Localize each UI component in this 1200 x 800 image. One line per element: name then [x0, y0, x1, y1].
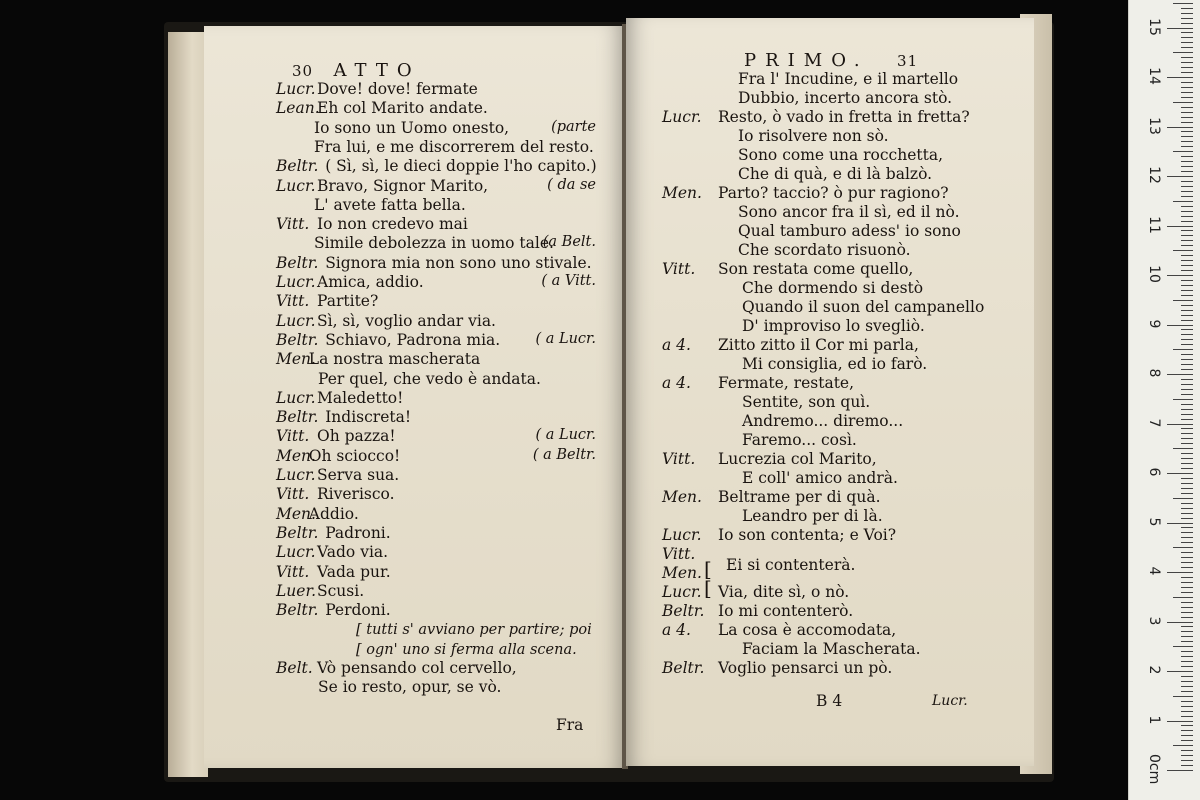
ruler-tick — [1181, 255, 1193, 256]
ruler-tick — [1181, 488, 1193, 489]
ruler-tick — [1181, 156, 1193, 157]
ruler-number: 14 — [1146, 67, 1162, 85]
speaker-label: Beltr. — [276, 601, 319, 620]
ruler-tick — [1167, 523, 1193, 524]
ruler-tick — [1181, 557, 1193, 558]
ruler-tick — [1181, 181, 1193, 182]
ruler-tick — [1181, 131, 1193, 132]
ruler-tick — [1181, 122, 1193, 123]
ruler-tick — [1167, 721, 1193, 722]
ruler-tick — [1181, 334, 1193, 335]
ruler-tick — [1167, 176, 1193, 177]
verse-line: ( Sì, sì, le dieci doppie l'ho capito.) — [325, 157, 597, 176]
ruler-tick — [1181, 552, 1193, 553]
ruler-tick — [1167, 325, 1193, 326]
ruler-tick — [1181, 503, 1193, 504]
verse-line: E coll' amico andrà. — [742, 469, 898, 487]
speaker-label: Beltr. — [276, 408, 319, 427]
ruler-tick — [1181, 117, 1193, 118]
speaker-label: Men. — [276, 446, 316, 465]
ruler-tick — [1181, 245, 1193, 246]
ruler-tick — [1181, 389, 1193, 390]
ruler-tick — [1181, 666, 1193, 667]
ruler-tick — [1167, 28, 1193, 29]
ruler-tick — [1181, 72, 1193, 73]
ruler-tick — [1181, 354, 1193, 355]
ruler-tick — [1181, 453, 1193, 454]
ruler-tick — [1181, 493, 1193, 494]
verse-line: Perdoni. — [325, 601, 391, 620]
ruler-tick — [1173, 52, 1193, 53]
verse-line: Lucrezia col Marito, — [718, 450, 877, 468]
verse-line: Simile debolezza in uomo tale. — [314, 234, 554, 253]
stage-direction: [ tutti s' avviano per partire; poi — [356, 622, 592, 639]
ruler-tick — [1167, 77, 1193, 78]
verse-line: Scusi. — [317, 581, 365, 600]
speaker-label: Vitt. — [662, 545, 696, 563]
speaker-label: Lucr. — [662, 108, 702, 126]
ruler-tick — [1181, 305, 1193, 306]
verse-line: Ei si contenterà. — [726, 556, 856, 574]
speaker-label: Lucr. — [276, 176, 316, 195]
left-page-number: 30 — [292, 62, 314, 80]
speaker-label: Luer. — [276, 581, 317, 600]
ruler-number: 5 — [1146, 517, 1162, 526]
ruler-tick — [1181, 97, 1193, 98]
ruler-number: 1 — [1146, 715, 1162, 724]
ruler-tick — [1167, 473, 1193, 474]
speaker-label: a 4. — [662, 336, 691, 354]
ruler-tick — [1181, 562, 1193, 563]
ruler-tick — [1181, 196, 1193, 197]
ruler-tick — [1181, 706, 1193, 707]
ruler-tick — [1181, 537, 1193, 538]
speaker-label: Men. — [662, 564, 702, 582]
speaker-label: Men. — [662, 488, 702, 506]
ruler-tick — [1181, 661, 1193, 662]
ruler-tick — [1181, 369, 1193, 370]
ruler-tick — [1181, 577, 1193, 578]
ruler-tick — [1181, 107, 1193, 108]
verse-line: Vò pensando col cervello, — [317, 659, 517, 677]
ruler-tick — [1181, 686, 1193, 687]
ruler-tick — [1181, 701, 1193, 702]
verse-line: Io sono un Uomo onesto, — [314, 118, 510, 137]
verse-line: Mi consiglia, ed io farò. — [742, 355, 928, 373]
ruler-tick — [1181, 240, 1193, 241]
ruler-tick — [1181, 755, 1193, 756]
ruler-tick — [1181, 394, 1193, 395]
speaker-label: Beltr. — [662, 602, 705, 620]
speaker-label: Vitt. — [276, 292, 310, 311]
ruler-tick — [1181, 230, 1193, 231]
verse-line: Eh col Marito andate. — [317, 99, 488, 118]
verse-line: Che scordato risuonò. — [738, 241, 911, 259]
verse-line: Dove! dove! fermate — [317, 80, 478, 98]
verse-line: Signora mia non sono uno stivale. — [325, 253, 592, 272]
ruler-tick — [1173, 349, 1193, 350]
ruler-tick — [1181, 221, 1193, 222]
ruler-tick — [1181, 631, 1193, 632]
verse-line: Fra lui, e me discorrerem del resto. — [314, 137, 594, 156]
verse-line: Fra l' Incudine, e il martello — [738, 70, 959, 88]
speaker-label: Beltr. — [276, 523, 319, 542]
ruler-tick — [1173, 250, 1193, 251]
verse-line: Io son contenta; e Voi? — [718, 526, 897, 544]
ruler-number: 3 — [1146, 616, 1162, 625]
stage-direction: ( a Lucr. — [535, 330, 596, 347]
ruler-tick — [1173, 696, 1193, 697]
verse-line: Via, dite sì, o nò. — [718, 583, 850, 601]
verse-line: Sono ancor fra il sì, ed il nò. — [738, 203, 960, 221]
ruler-tick — [1181, 419, 1193, 420]
speaker-label: Belt. — [276, 659, 313, 677]
verse-line: Che dormendo si destò — [742, 279, 924, 297]
ruler-tick — [1181, 607, 1193, 608]
verse-line: Io risolvere non sò. — [738, 127, 889, 145]
verse-line: Parto? taccio? ò pur ragiono? — [718, 184, 949, 202]
verse-line: Sono come una rocchetta, — [738, 146, 944, 164]
verse-line: Amica, addio. — [317, 273, 424, 291]
ruler-tick — [1173, 201, 1193, 202]
ruler-tick — [1181, 186, 1193, 187]
ruler-number: 7 — [1146, 418, 1162, 427]
ruler-tick — [1173, 151, 1193, 152]
ruler-tick — [1173, 300, 1193, 301]
ruler-tick — [1181, 760, 1193, 761]
ruler-tick — [1181, 542, 1193, 543]
ruler-tick — [1181, 216, 1193, 217]
ruler-tick — [1173, 399, 1193, 400]
verse-line: Schiavo, Padrona mia. — [325, 330, 501, 349]
ruler-tick — [1167, 226, 1193, 227]
ruler-tick — [1181, 735, 1193, 736]
signature-mark: B 4 — [816, 692, 843, 710]
verse-line: Resto, ò vado in fretta in fretta? — [718, 108, 970, 126]
verse-line: Che di quà, e di là balzò. — [738, 165, 933, 183]
ruler-tick — [1181, 191, 1193, 192]
right-page — [626, 18, 1034, 766]
ruler-tick — [1181, 443, 1193, 444]
verse-line: Andremo... diremo... — [742, 412, 904, 430]
ruler-tick — [1181, 280, 1193, 281]
ruler-tick — [1181, 344, 1193, 345]
verse-line: Partite? — [317, 292, 379, 311]
ruler-tick — [1181, 260, 1193, 261]
verse-line: Faremo... così. — [742, 431, 857, 449]
ruler-tick — [1181, 161, 1193, 162]
ruler-tick — [1181, 13, 1193, 14]
verse-line: Bravo, Signor Marito, — [317, 176, 489, 195]
stage-direction: ( a Vitt. — [541, 273, 596, 289]
ruler-tick — [1181, 47, 1193, 48]
ruler-tick — [1181, 711, 1193, 712]
verse-line: L' avete fatta bella. — [314, 195, 466, 214]
verse-line: Serva sua. — [317, 466, 400, 484]
ruler-tick — [1167, 424, 1193, 425]
ruler-number: 9 — [1146, 319, 1162, 328]
ruler-tick — [1167, 622, 1193, 623]
ruler-tick — [1167, 671, 1193, 672]
ruler-tick — [1181, 409, 1193, 410]
ruler-tick — [1167, 127, 1193, 128]
right-running-head — [744, 50, 918, 71]
ruler-tick — [1181, 206, 1193, 207]
ruler-tick — [1181, 612, 1193, 613]
left-page-title: ATTO — [333, 60, 421, 81]
ruler-tick — [1181, 592, 1193, 593]
verse-line: Vado via. — [317, 543, 389, 562]
ruler-tick — [1181, 146, 1193, 147]
verse-line: Oh sciocco! — [308, 446, 401, 465]
left-page — [204, 26, 624, 768]
ruler-tick — [1181, 527, 1193, 528]
ruler-tick — [1181, 478, 1193, 479]
speaker-label: Lucr. — [662, 526, 702, 544]
ruler-tick — [1173, 3, 1193, 4]
speaker-label: Lucr. — [662, 583, 702, 601]
ruler-tick — [1181, 359, 1193, 360]
verse-line: Son restata come quello, — [718, 260, 914, 278]
verse-line: D' improviso lo svegliò. — [742, 317, 925, 335]
ruler-tick — [1173, 597, 1193, 598]
ruler-number: 6 — [1146, 467, 1162, 477]
ruler-number: 12 — [1146, 166, 1162, 184]
stage-direction: ( a Lucr. — [535, 427, 596, 444]
ruler-tick — [1181, 136, 1193, 137]
ruler-tick — [1181, 750, 1193, 751]
ruler-number: 8 — [1146, 368, 1162, 378]
ruler-tick — [1181, 458, 1193, 459]
speaker-label: Vitt. — [276, 562, 310, 581]
ruler-tick — [1181, 23, 1193, 24]
ruler-tick — [1181, 468, 1193, 469]
verse-line: Sentite, son quì. — [742, 393, 871, 411]
ruler-tick — [1181, 141, 1193, 142]
ruler-number: 15 — [1146, 17, 1162, 36]
speaker-label: Men. — [662, 184, 702, 202]
ruler-tick — [1167, 275, 1193, 276]
ruler-tick — [1181, 166, 1193, 167]
speaker-label: Beltr. — [276, 330, 319, 349]
ruler-number: 10 — [1146, 265, 1162, 283]
ruler-tick — [1181, 433, 1193, 434]
ruler-tick — [1181, 404, 1193, 405]
speaker-label: Vitt. — [662, 450, 696, 468]
stage-direction: (parte — [551, 118, 596, 135]
ruler-number: 2 — [1146, 665, 1162, 675]
ruler-tick — [1181, 112, 1193, 113]
left-page-edges — [168, 32, 208, 777]
ruler-tick — [1181, 67, 1193, 68]
ruler-tick — [1181, 57, 1193, 58]
left-catchword: Fra — [556, 716, 584, 734]
speaker-label: Lucr. — [276, 273, 316, 291]
ruler-tick — [1181, 626, 1193, 627]
verse-line: Sì, sì, voglio andar via. — [317, 311, 496, 330]
verse-line: Voglio pensarci un pò. — [718, 659, 893, 677]
verse-line: Per quel, che vedo è andata. — [318, 369, 541, 388]
speaker-label: Lucr. — [276, 80, 316, 98]
speaker-label: Lucr. — [276, 311, 316, 330]
ruler-tick — [1181, 651, 1193, 652]
ruler-tick — [1181, 18, 1193, 19]
ruler-tick — [1181, 339, 1193, 340]
verse-line: Addio. — [308, 504, 359, 523]
verse-line: Riverisco. — [317, 485, 395, 504]
bracket-mark: [ — [704, 576, 712, 600]
verse-line: Indiscreta! — [325, 408, 412, 427]
ruler-tick — [1181, 92, 1193, 93]
speaker-label: Vitt. — [276, 485, 310, 504]
speaker-label: Vitt. — [662, 260, 696, 278]
ruler-tick — [1181, 265, 1193, 266]
ruler-tick — [1181, 765, 1193, 766]
ruler-tick — [1181, 518, 1193, 519]
ruler-tick — [1181, 171, 1193, 172]
stage-direction: ( da se — [547, 176, 596, 193]
ruler-tick — [1181, 270, 1193, 271]
ruler-number: 0cm — [1146, 754, 1162, 785]
stage-direction: (a Belt. — [542, 234, 596, 251]
speaker-label: Beltr. — [276, 253, 319, 272]
speaker-label: Men. — [276, 350, 316, 369]
ruler-tick — [1167, 572, 1193, 573]
ruler-tick — [1181, 681, 1193, 682]
ruler-tick — [1181, 290, 1193, 291]
ruler-tick — [1173, 102, 1193, 103]
speaker-label: Men. — [276, 504, 316, 523]
ruler-tick — [1181, 582, 1193, 583]
verse-line: La nostra mascherata — [308, 350, 481, 369]
ruler-tick — [1181, 513, 1193, 514]
ruler-tick — [1181, 428, 1193, 429]
ruler-tick — [1181, 676, 1193, 677]
ruler-tick — [1173, 745, 1193, 746]
speaker-label: Lucr. — [276, 466, 316, 484]
ruler-tick — [1181, 725, 1193, 726]
ruler-number: 4 — [1146, 566, 1162, 576]
ruler-tick — [1181, 310, 1193, 311]
stage-direction: [ ogn' uno si ferma alla scena. — [356, 641, 577, 658]
speaker-label: a 4. — [662, 621, 691, 639]
speaker-label: Beltr. — [662, 659, 705, 677]
ruler-tick — [1167, 374, 1193, 375]
verse-line: Leandro per di là. — [742, 507, 883, 525]
verse-line: Vada pur. — [317, 562, 391, 581]
ruler-tick — [1181, 740, 1193, 741]
verse-line: Se io resto, opur, se vò. — [318, 678, 502, 697]
verse-line: Io non credevo mai — [317, 215, 468, 234]
ruler-number: 13 — [1146, 116, 1162, 135]
ruler-tick — [1167, 770, 1193, 771]
verse-line: Dubbio, incerto ancora stò. — [738, 89, 953, 107]
ruler-tick — [1173, 498, 1193, 499]
ruler-tick — [1181, 730, 1193, 731]
ruler-tick — [1181, 8, 1193, 9]
verse-line: Quando il suon del campanello — [742, 298, 985, 316]
speaker-label: Beltr. — [276, 157, 319, 176]
ruler-tick — [1181, 379, 1193, 380]
ruler-tick — [1181, 32, 1193, 33]
ruler-tick — [1181, 87, 1193, 88]
verse-line: Io mi contenterò. — [718, 602, 854, 620]
ruler-tick — [1181, 364, 1193, 365]
verse-line: Fermate, restate, — [718, 374, 855, 392]
bracket-mark: [ — [704, 557, 712, 581]
ruler-tick — [1181, 636, 1193, 637]
ruler-tick — [1173, 547, 1193, 548]
ruler-number: 11 — [1146, 215, 1162, 234]
verse-line: Faciam la Mascherata. — [742, 640, 921, 658]
ruler-tick — [1181, 82, 1193, 83]
ruler-tick — [1181, 602, 1193, 603]
ruler-tick — [1181, 384, 1193, 385]
right-page-number: 31 — [897, 52, 919, 70]
ruler-tick — [1181, 211, 1193, 212]
ruler-tick — [1181, 285, 1193, 286]
verse-line: Beltrame per di quà. — [718, 488, 881, 506]
verse-line: Oh pazza! — [317, 427, 396, 446]
ruler-tick — [1181, 587, 1193, 588]
right-catchword: Lucr. — [932, 693, 968, 709]
ruler-tick — [1181, 532, 1193, 533]
ruler-tick — [1181, 567, 1193, 568]
ruler-tick — [1173, 646, 1193, 647]
verse-line: Qual tamburo adess' io sono — [738, 222, 961, 240]
left-running-head — [292, 60, 421, 81]
speaker-label: Vitt. — [276, 427, 310, 446]
ruler-tick — [1181, 716, 1193, 717]
ruler-tick — [1181, 641, 1193, 642]
right-page-title: PRIMO. — [744, 50, 869, 71]
speaker-label: a 4. — [662, 374, 691, 392]
ruler-tick — [1181, 320, 1193, 321]
ruler-tick — [1181, 235, 1193, 236]
ruler-tick — [1181, 483, 1193, 484]
ruler-tick — [1181, 508, 1193, 509]
speaker-label: Vitt. — [276, 215, 310, 234]
verse-line: La cosa è accomodata, — [718, 621, 897, 639]
verse-line: Maledetto! — [317, 388, 404, 407]
ruler-tick — [1181, 656, 1193, 657]
verse-line: Zitto zitto il Cor mi parla, — [718, 336, 919, 354]
ruler-tick — [1181, 691, 1193, 692]
speaker-label: Lucr. — [276, 543, 316, 562]
ruler-tick — [1181, 463, 1193, 464]
stage-direction: ( a Beltr. — [532, 446, 596, 463]
ruler-tick — [1181, 617, 1193, 618]
ruler-tick — [1181, 315, 1193, 316]
ruler-tick — [1181, 295, 1193, 296]
speaker-label: Lucr. — [276, 388, 316, 407]
ruler-tick — [1181, 438, 1193, 439]
ruler-tick — [1181, 42, 1193, 43]
speaker-label: Lean. — [276, 99, 320, 118]
verse-line: Padroni. — [325, 523, 391, 542]
ruler-tick — [1181, 414, 1193, 415]
ruler-tick — [1173, 448, 1193, 449]
ruler-tick — [1181, 62, 1193, 63]
ruler-tick — [1181, 329, 1193, 330]
ruler-tick — [1181, 37, 1193, 38]
measuring-ruler — [1128, 0, 1200, 800]
